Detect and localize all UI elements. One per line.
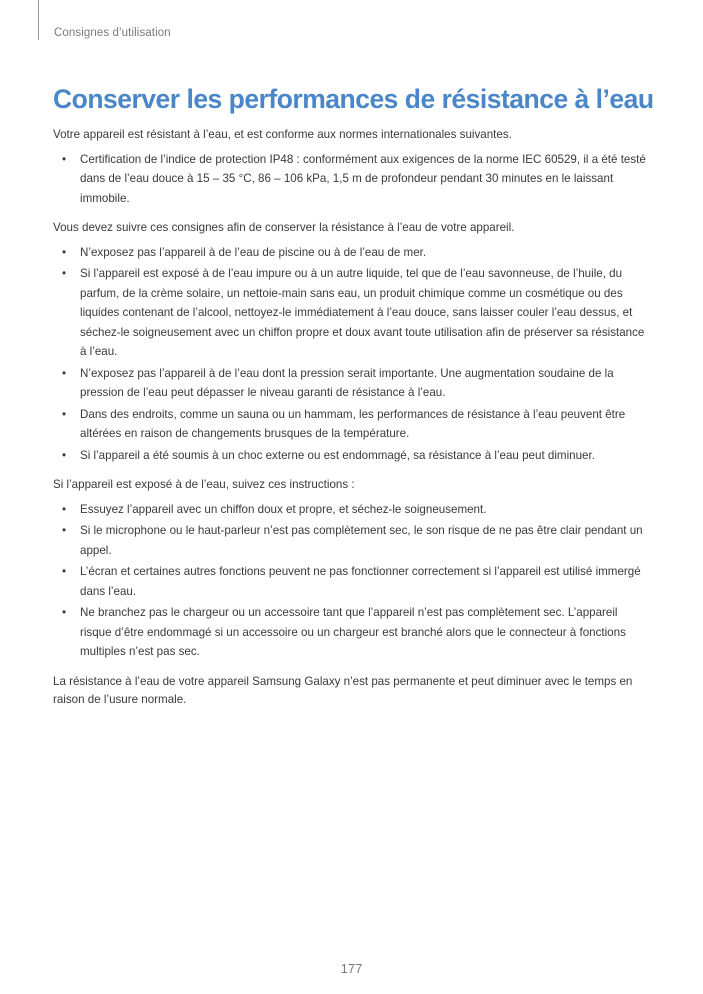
header-margin-rule: [38, 0, 39, 40]
list-item: [53, 446, 651, 466]
bullet-icon: •: [62, 448, 67, 462]
list-item-text: Si le microphone ou le haut-parleur n’est pas complètement sec, le son risque de ne pas être clair pendant un appel.: [80, 524, 643, 557]
bullet-icon: •: [62, 267, 67, 280]
certification-list: [53, 150, 651, 209]
list-item: [53, 405, 651, 444]
page-title: Conserver les performances de résistance à l’eau: [53, 84, 654, 114]
page-number: 177: [340, 961, 363, 976]
page-content: [53, 82, 654, 715]
bullet-icon: •: [62, 366, 67, 380]
list-item-text: N’exposez pas l’appareil à de l’eau dont la pression serait importante. Une augmentation soudaine de la pression de l’eau peut dépasser le niveau garanti de résistance à l’eau.: [80, 366, 614, 399]
running-header: Consignes d’utilisation: [54, 27, 171, 39]
bullet-icon: •: [62, 565, 67, 578]
list-item: [53, 150, 651, 209]
list-item-text: Dans des endroits, comme un sauna ou un hammam, les performances de résistance à l’eau peuvent être altérées en raison de changements brusques de la température.: [80, 407, 626, 440]
bullet-icon: •: [62, 152, 67, 166]
closing-paragraph: La résistance à l’eau de votre appareil Samsung Galaxy n’est pas permanente et peut diminuer avec le temps en raison de l’usure normale.: [53, 674, 633, 706]
bullet-icon: •: [62, 524, 67, 537]
list-item: [53, 500, 651, 520]
list-item: [53, 364, 651, 403]
list-item: [53, 243, 651, 263]
list-item-text: Si l’appareil est exposé à de l’eau impure ou à un autre liquide, tel que de l’eau savonneuse, de l’huile, du parfum, de la crème solaire, un nettoie-main sans eau, un produit chimique comme un cosmétique ou des liquides contenant de l’alcool, nettoyez-le immédiatement à l’eau douce, sans laisser couler l’eau dessus, et séchez-le soigneusement avec un chiffon propre et doux avant toute utilisation afin de préserver sa résistance à l’eau.: [80, 267, 645, 358]
guidelines-intro-paragraph: Vous devez suivre ces consignes afin de conserver la résistance à l’eau de votre appareil.: [53, 221, 515, 234]
guidelines-list: [53, 243, 651, 466]
exposure-steps-list: [53, 500, 651, 662]
list-item-text: Ne branchez pas le chargeur ou un accessoire tant que l’appareil n’est pas complètement sec. L’appareil risque d’être endommagé si un accessoire ou un chargeur est branché alors que le connecteur à fonctions multiples n’est pas sec.: [80, 606, 626, 658]
list-item: [53, 603, 651, 662]
list-item-text: Essuyez l’appareil avec un chiffon doux et propre, et séchez-le soigneusement.: [80, 502, 487, 516]
exposure-intro-paragraph: Si l’appareil est exposé à de l’eau, suivez ces instructions :: [53, 478, 355, 491]
bullet-icon: •: [62, 502, 67, 516]
bullet-icon: •: [62, 606, 67, 619]
list-item: [53, 264, 651, 362]
list-item: [53, 521, 651, 560]
bullet-icon: •: [62, 245, 67, 259]
list-item-text: Certification de l’indice de protection IP48 : conformément aux exigences de la norme IEC 60529, il a été testé dans de l’eau douce à 15 – 35 °C, 86 – 106 kPa, 1,5 m de profondeur pendant 30 minutes en le laissant immobile.: [80, 152, 646, 205]
list-item-text: L’écran et certaines autres fonctions peuvent ne pas fonctionner correctement si l’appareil est utilisé immergé dans l’eau.: [80, 565, 641, 598]
list-item: [53, 562, 651, 601]
bullet-icon: •: [62, 407, 67, 421]
list-item-text: Si l’appareil a été soumis à un choc externe ou est endommagé, sa résistance à l’eau peut diminuer.: [80, 448, 595, 462]
intro-paragraph: Votre appareil est résistant à l’eau, et est conforme aux normes internationales suivantes.: [53, 128, 512, 141]
list-item-text: N’exposez pas l’appareil à de l’eau de piscine ou à de l’eau de mer.: [80, 245, 427, 259]
